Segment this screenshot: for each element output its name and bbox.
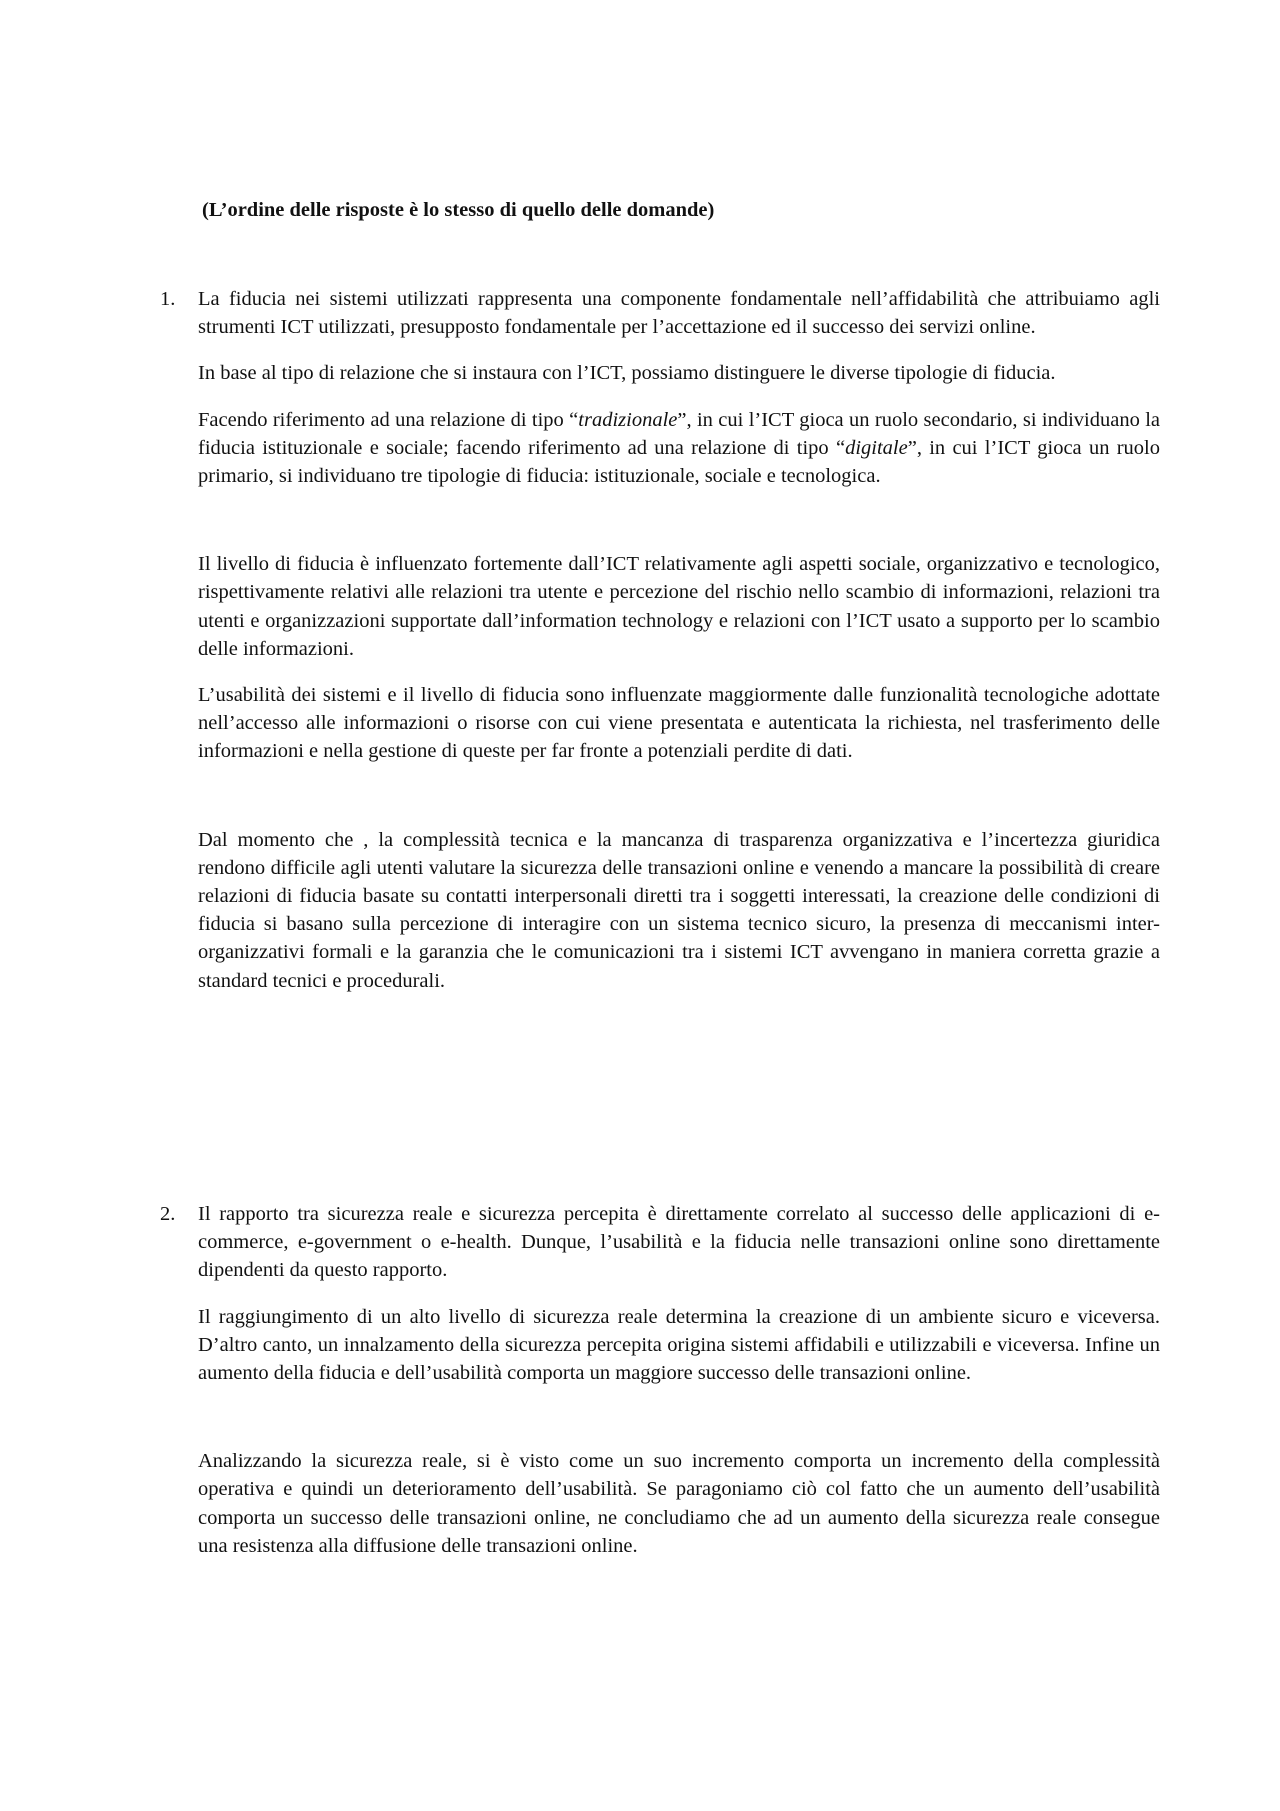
paragraph: La fiducia nei sistemi utilizzati rappresenta una componente fondamentale nell’affidabilità che attribuiamo agli strumenti ICT utilizzati, presupposto fondamentale per l’accettazione ed il successo dei servizi online. bbox=[198, 288, 1160, 339]
paragraph: L’usabilità dei sistemi e il livello di fiducia sono influenzate maggiormente dalle funzionalità tecnologiche adottate nell’accesso alle informazioni o risorse con cui viene presentata e autenticata la richiesta, nel trasferimento delle informazioni e nella gestione di queste per far fronte a potenziali perdite di dati. bbox=[198, 684, 1160, 763]
list-number: 1. bbox=[160, 288, 176, 310]
paragraph: Il rapporto tra sicurezza reale e sicurezza percepita è direttamente correlato al successo delle applicazioni di e-commerce, e-government o e-health. Dunque, l’usabilità e la fiducia nelle transazioni online sono direttamente dipendenti da questo rapporto. bbox=[198, 1203, 1160, 1282]
paragraph: In base al tipo di relazione che si instaura con l’ICT, possiamo distinguere le diverse tipologie di fiducia. bbox=[198, 362, 1056, 385]
paragraph-text: ”, in cui l’ICT gioca un ruolo primario, si individuano tre tipologie di fiducia: istituzionale, sociale e tecnologica. bbox=[198, 436, 1160, 488]
paragraph-text: ”, in cui l’ICT gioca un ruolo secondario, si individuano la fiducia istituzionale e sociale; facendo riferimento ad una relazione di tipo “ bbox=[198, 408, 1160, 459]
paragraph: Analizzando la sicurezza reale, si è visto come un suo incremento comporta un incremento della complessità operativa e quindi un deterioramento dell’usabilità. Se paragoniamo ciò col fatto che un aumento dell’usabilità comporta un successo delle transazioni online, ne concludiamo che ad un aumento della sicurezza reale consegue una resistenza alla diffusione delle transazioni online. bbox=[198, 1450, 1160, 1557]
paragraph bbox=[198, 406, 1160, 491]
list-item-body bbox=[198, 1200, 1160, 1560]
document-heading: (L’ordine delle risposte è lo stesso di quello delle domande) bbox=[202, 199, 715, 221]
list-item-body bbox=[198, 285, 1160, 995]
list-number: 2. bbox=[160, 1203, 176, 1225]
paragraph: Dal momento che , la complessità tecnica e la mancanza di trasparenza organizzativa e l’incertezza giuridica rendono difficile agli utenti valutare la sicurezza delle transazioni online e venendo a mancare la possibilità di creare relazioni di fiducia basate su contatti interpersonali diretti tra i soggetti interessati, la creazione delle condizioni di fiducia si basano sulla percezione di interagire con un sistema tecnico sicuro, la presenza di meccanismi inter-organizzativi formali e la garanzia che le comunicazioni tra i sistemi ICT avvengano in maniera corretta grazie a standard tecnici e procedurali. bbox=[198, 828, 1160, 992]
paragraph: Il livello di fiducia è influenzato fortemente dall’ICT relativamente agli aspetti sociale, organizzativo e tecnologico, rispettivamente relativi alle relazioni tra utente e percezione del rischio nello scambio di informazioni, relazioni tra utenti e organizzazioni supportate dall’information technology e relazioni con l’ICT usato a supporto per lo scambio delle informazioni. bbox=[198, 553, 1160, 660]
paragraph: Il raggiungimento di un alto livello di sicurezza reale determina la creazione di un ambiente sicuro e viceversa. D’altro canto, un innalzamento della sicurezza percepita origina sistemi affidabili e utilizzabili e viceversa. Infine un aumento della fiducia e dell’usabilità comporta un maggiore successo delle transazioni online. bbox=[198, 1305, 1160, 1385]
emphasis-text: tradizionale bbox=[578, 408, 678, 431]
emphasis-text: digitale bbox=[845, 436, 908, 459]
paragraph-text: Facendo riferimento ad una relazione di tipo “ bbox=[198, 408, 579, 431]
